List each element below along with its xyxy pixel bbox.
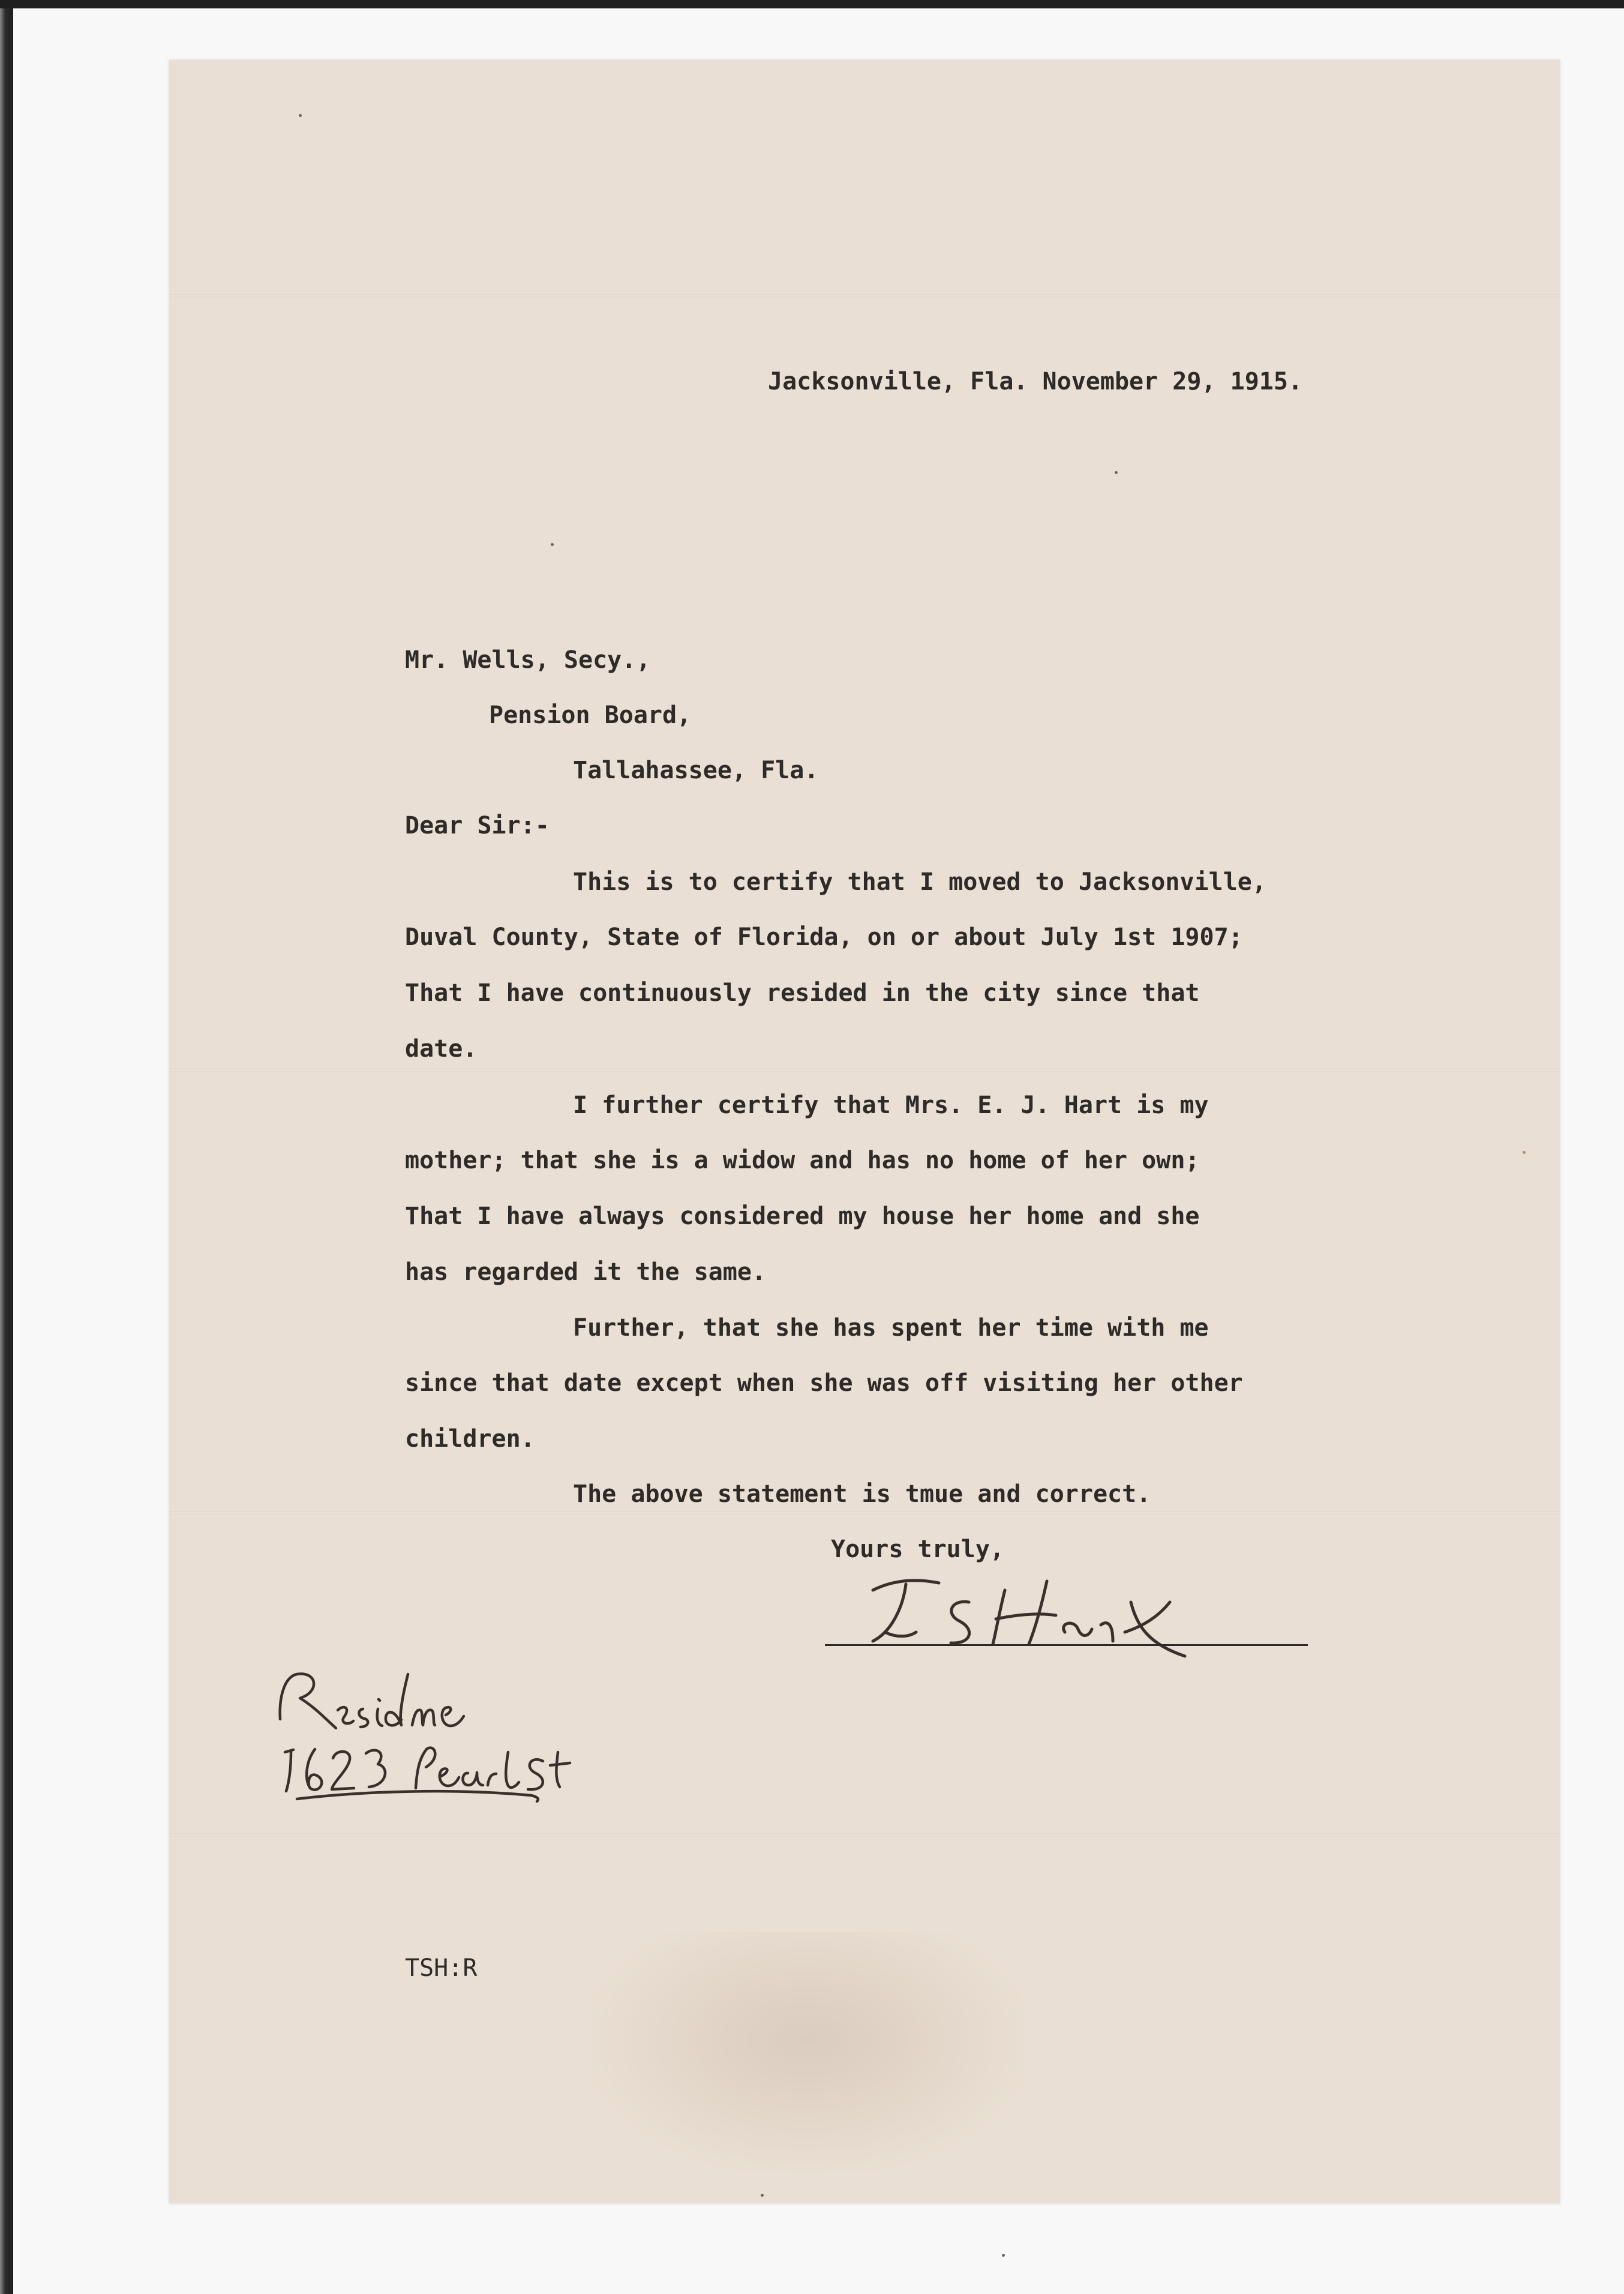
paper-stain (592, 1932, 1024, 2172)
body-line: date. (405, 1035, 478, 1063)
dust-speck (551, 543, 554, 546)
paper-fold (169, 1511, 1560, 1515)
scanner-top-edge (0, 0, 1624, 8)
dust-speck (299, 114, 302, 117)
paper-fold (169, 1833, 1560, 1837)
recipient-city: Tallahassee, Fla. (573, 757, 819, 784)
signature-image (849, 1566, 1245, 1680)
body-line: since that date except when she was off visiting her other (405, 1369, 1243, 1397)
closing: Yours truly, (831, 1536, 1004, 1563)
body-line: Further, that she has spent her time with me (573, 1314, 1209, 1342)
dateline: Jacksonville, Fla. November 29, 1915. (768, 368, 1303, 395)
body-line: has regarded it the same. (405, 1258, 767, 1286)
paper-fold (169, 1068, 1560, 1072)
dust-speck (1002, 2254, 1005, 2257)
body-line: That I have continuously resided in the city since that (405, 979, 1200, 1007)
statement-line: The above statement is tmue and correct. (573, 1480, 1151, 1508)
body-line: children. (405, 1425, 535, 1453)
scanner-edge (0, 0, 13, 2294)
reference-initials: TSH:R (405, 1954, 478, 1982)
dust-speck (761, 2194, 764, 2197)
body-line: I further certify that Mrs. E. J. Hart is my (573, 1091, 1209, 1119)
body-line: Duval County, State of Florida, on or about July 1st 1907; (405, 923, 1243, 951)
body-line: mother; that she is a widow and has no home of her own; (405, 1147, 1200, 1174)
signature-line (825, 1644, 1308, 1646)
dust-speck (1115, 471, 1118, 474)
body-line: This is to certify that I moved to Jacksonville, (573, 868, 1266, 896)
recipient-name: Mr. Wells, Secy., (405, 646, 651, 674)
salutation: Dear Sir:- (405, 812, 550, 839)
dust-speck (1523, 1151, 1526, 1154)
body-line: That I have always considered my house her home and she (405, 1203, 1200, 1230)
handwritten-residence-note (273, 1662, 609, 1806)
recipient-organization: Pension Board, (489, 701, 692, 729)
paper-fold (169, 294, 1560, 298)
